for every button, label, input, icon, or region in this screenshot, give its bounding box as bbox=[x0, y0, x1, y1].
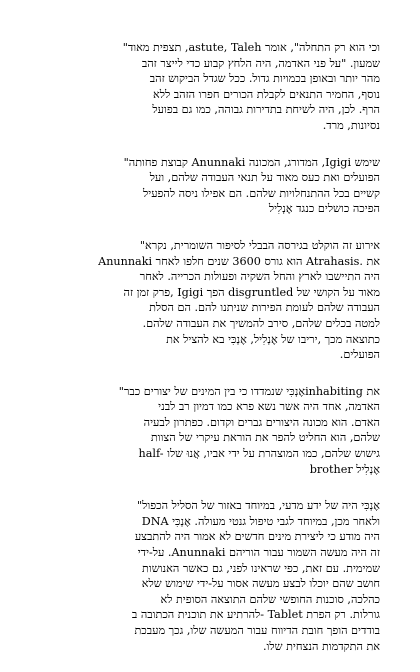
text-line: בודדים הופך חובת הדיווח עבור המעשה שלו, גכך מעבכת bbox=[134, 624, 380, 637]
text-line: הפועלים ואת כעס מאוד על תנאי העבודה שלהם, ועל bbox=[149, 171, 380, 185]
text-line: נוסף, החמיר התנאים לקבלת הכורים חפרו הזהב ללא bbox=[153, 87, 380, 101]
text-line: שמימית. עם זאת, כפי שראינו לפני, גם כאשר האנושות bbox=[142, 561, 380, 575]
text-line: שלהם, הוא החליט להפר את הוראת עיקרי של הצוות bbox=[150, 431, 380, 445]
text-line: וכי הוא רק התחלה", אומר astute, Taleh, תצפית מאוד" bbox=[122, 41, 380, 54]
text-line: half- גישוש שלהם, כמו המוצהרת על ידי אביו, אֲנוּ שלו bbox=[138, 447, 380, 461]
text-line: קשיים בכל ההתנחלויות שלהם. הם אפילו ניסה להפעיל bbox=[143, 186, 380, 200]
text-line: היה מודע כי ליצירת מינים חדשים לא אמור היה להתבצע bbox=[134, 530, 380, 544]
text-line: האדמה, אחד היה אשר נשא פרא כמו דמיון רב לבני bbox=[158, 400, 380, 414]
text-line: גורלות. רק הפרת Tablet -להרתיע את תוכנית הכתובה ב bbox=[131, 608, 380, 622]
text-line: האדם. הוא מכונה היצורים גברים וקדום. כפתרון לבעיה bbox=[143, 415, 380, 429]
text-line: אֶנְכִּי היה של ידע מדעי, במיוחד באזור של הסליל הכפול" bbox=[137, 499, 380, 513]
text-line: את התקדמות הנצחית שלו. bbox=[262, 639, 380, 653]
text-line: brother אֶנְלִיל bbox=[309, 462, 380, 476]
text-line: ולאחר מכן, במיוחד לגבי טיפול גנטי מעולה. אֶנְכִּי DNA bbox=[141, 514, 380, 528]
text-line: הפיכה כושלים כנגד אֶנְלִיל bbox=[268, 202, 380, 216]
text-line: מאוד על הקושי של disgruntled הפך Igigi ,פרק זמן זה bbox=[123, 285, 380, 299]
paragraph-4 bbox=[40, 384, 380, 478]
text-line: חושב שהם יוכלו לבצע מעשה אסור על-ידי שימוש שלא bbox=[141, 577, 380, 591]
text-line: כהלכה, סוכנות החופשי שלהם התוצאה הסופית לא bbox=[160, 592, 380, 606]
text-line: הרף. לכן, היה לשיחת בתדירות גבוהה, כמו גם בפועל bbox=[152, 103, 380, 117]
paragraph-2 bbox=[40, 155, 380, 217]
text-line: את inhabitingאֶנְכִּי שנמדדו כי בין המינים של יצורים כבר" bbox=[118, 384, 380, 398]
text-line: אירוע זה הוקלט בגירסה הבבלי לסיפור השומרית, נקרא" bbox=[139, 238, 380, 252]
text-line: הפועלים. bbox=[339, 348, 380, 362]
text-line: Anunnaki הוא גורס 3600 שנים חלפו לאחר Atrahasis. את bbox=[98, 254, 380, 268]
paragraph-3 bbox=[40, 238, 380, 363]
text-line: כתוצאה מכך ,יריבו של אֶנְלִיל, אֶנְכִּי בא להציל את bbox=[166, 332, 380, 346]
paragraph-5 bbox=[40, 498, 380, 654]
text-line: שמעון. "על פני האדמה, היה הלחץ קבוע כדי לייצר זהב bbox=[141, 56, 380, 70]
paragraph-1 bbox=[40, 40, 380, 134]
text-line: העבודה שלהם לעומת הפירות שניתנו להם. הם הסלת bbox=[149, 301, 380, 315]
text-line: למטה בכלים שלהם, סירב להמשיך את העבודה שלהם. bbox=[142, 316, 380, 330]
text-line: נסיונות, מרד. bbox=[322, 118, 380, 132]
text-line: מהר יותר ובאופן בכמויות גדול. ככל שגדל הביקוש זהב bbox=[149, 72, 380, 86]
text-line: זה היה מעשה השמור עבור הוריהם Anunnaki. על-ידי bbox=[137, 546, 380, 560]
text-line: היה התיישבו לארץ והחל השקיה ופעולות הכרייה. לאחר bbox=[139, 270, 380, 284]
text-line: שימש Igigi, המדורג, המכונה Anunnaki קבוצת פחותה" bbox=[123, 155, 380, 169]
